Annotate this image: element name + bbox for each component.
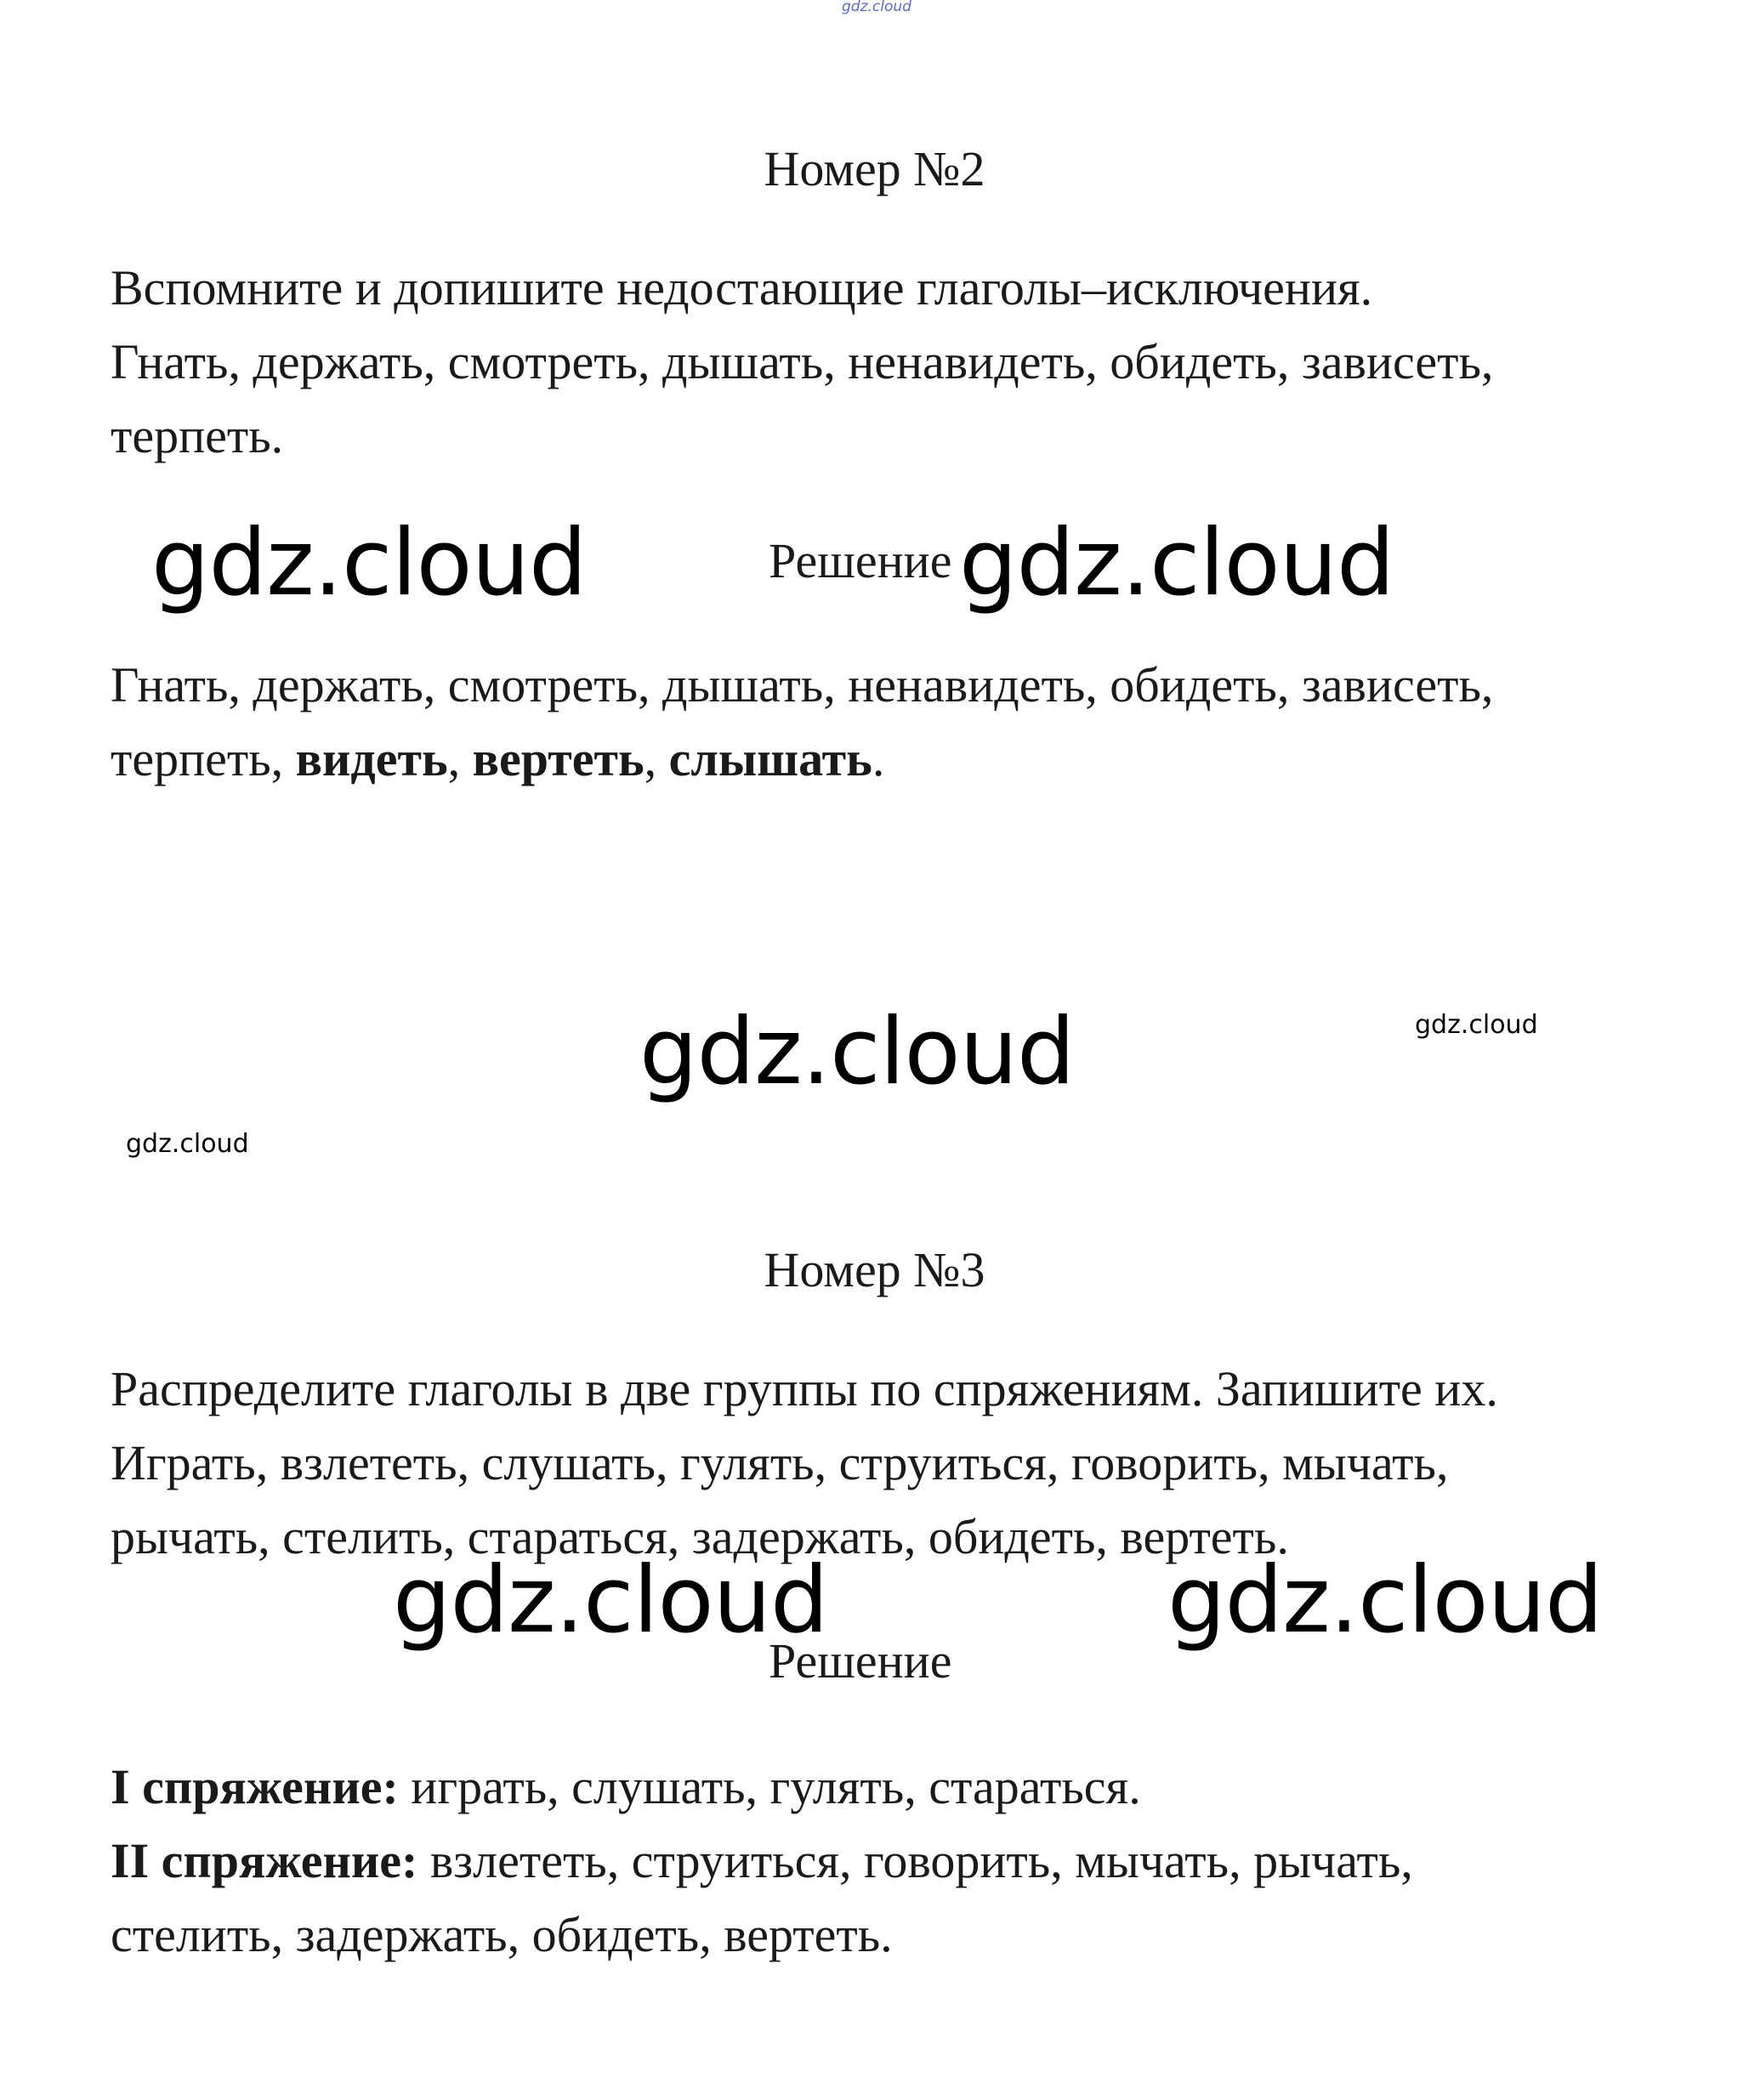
answer-bold-word: видеть	[295, 731, 448, 786]
section2-task-line1: Вспомните и допишите недостающие глаголы–исключения.	[111, 260, 1373, 315]
watermark-large: gdz.cloud	[393, 1547, 828, 1654]
section2-task-line3: терпеть.	[111, 408, 284, 463]
watermark-large: gdz.cloud	[151, 510, 587, 616]
watermark-top: gdz.cloud	[842, 0, 911, 15]
group1-label: I спряжение:	[111, 1759, 399, 1814]
group1-text: играть, слушать, гулять, стараться.	[398, 1759, 1141, 1814]
section3-heading: Номер №3	[764, 1242, 985, 1297]
answer-bold-word: вертеть	[472, 731, 645, 786]
section2-task-line2: Гнать, держать, смотреть, дышать, ненавидеть, обидеть, зависеть,	[111, 334, 1494, 389]
answer-bold-word: слышать	[668, 731, 872, 786]
watermark-small: gdz.cloud	[126, 1129, 249, 1159]
watermark-large: gdz.cloud	[959, 510, 1394, 616]
section3-group1	[111, 1750, 1141, 1825]
section3-solution-label: Решение	[769, 1633, 952, 1689]
section3-group2-cont: стелить, задержать, обидеть, вертеть.	[111, 1907, 893, 1962]
answer-end: .	[872, 731, 885, 786]
section3-group2	[111, 1824, 1413, 1899]
section3-task-line1: Распределите глаголы в две группы по спряжениям. Запишите их.	[111, 1361, 1498, 1416]
answer-separator: ,	[447, 731, 473, 786]
answer-text: терпеть,	[111, 731, 296, 786]
watermark-large: gdz.cloud	[639, 999, 1075, 1105]
group2-label: II спряжение:	[111, 1833, 418, 1888]
group2-text: взлететь, струиться, говорить, мычать, рычать,	[417, 1833, 1413, 1888]
section2-answer-line2	[111, 722, 884, 797]
section2-heading: Номер №2	[764, 141, 985, 196]
answer-separator: ,	[644, 731, 669, 786]
section2-answer-line1: Гнать, держать, смотреть, дышать, ненавидеть, обидеть, зависеть,	[111, 657, 1494, 712]
watermark-small: gdz.cloud	[1415, 1010, 1538, 1040]
section3-task-line2: Играть, взлететь, слушать, гулять, струиться, говорить, мычать,	[111, 1435, 1449, 1490]
section3-task-line3: рычать, стелить, стараться, задержать, обидеть, вертеть.	[111, 1509, 1289, 1564]
section2-solution-label: Решение	[769, 533, 952, 588]
watermark-large: gdz.cloud	[1167, 1547, 1603, 1654]
